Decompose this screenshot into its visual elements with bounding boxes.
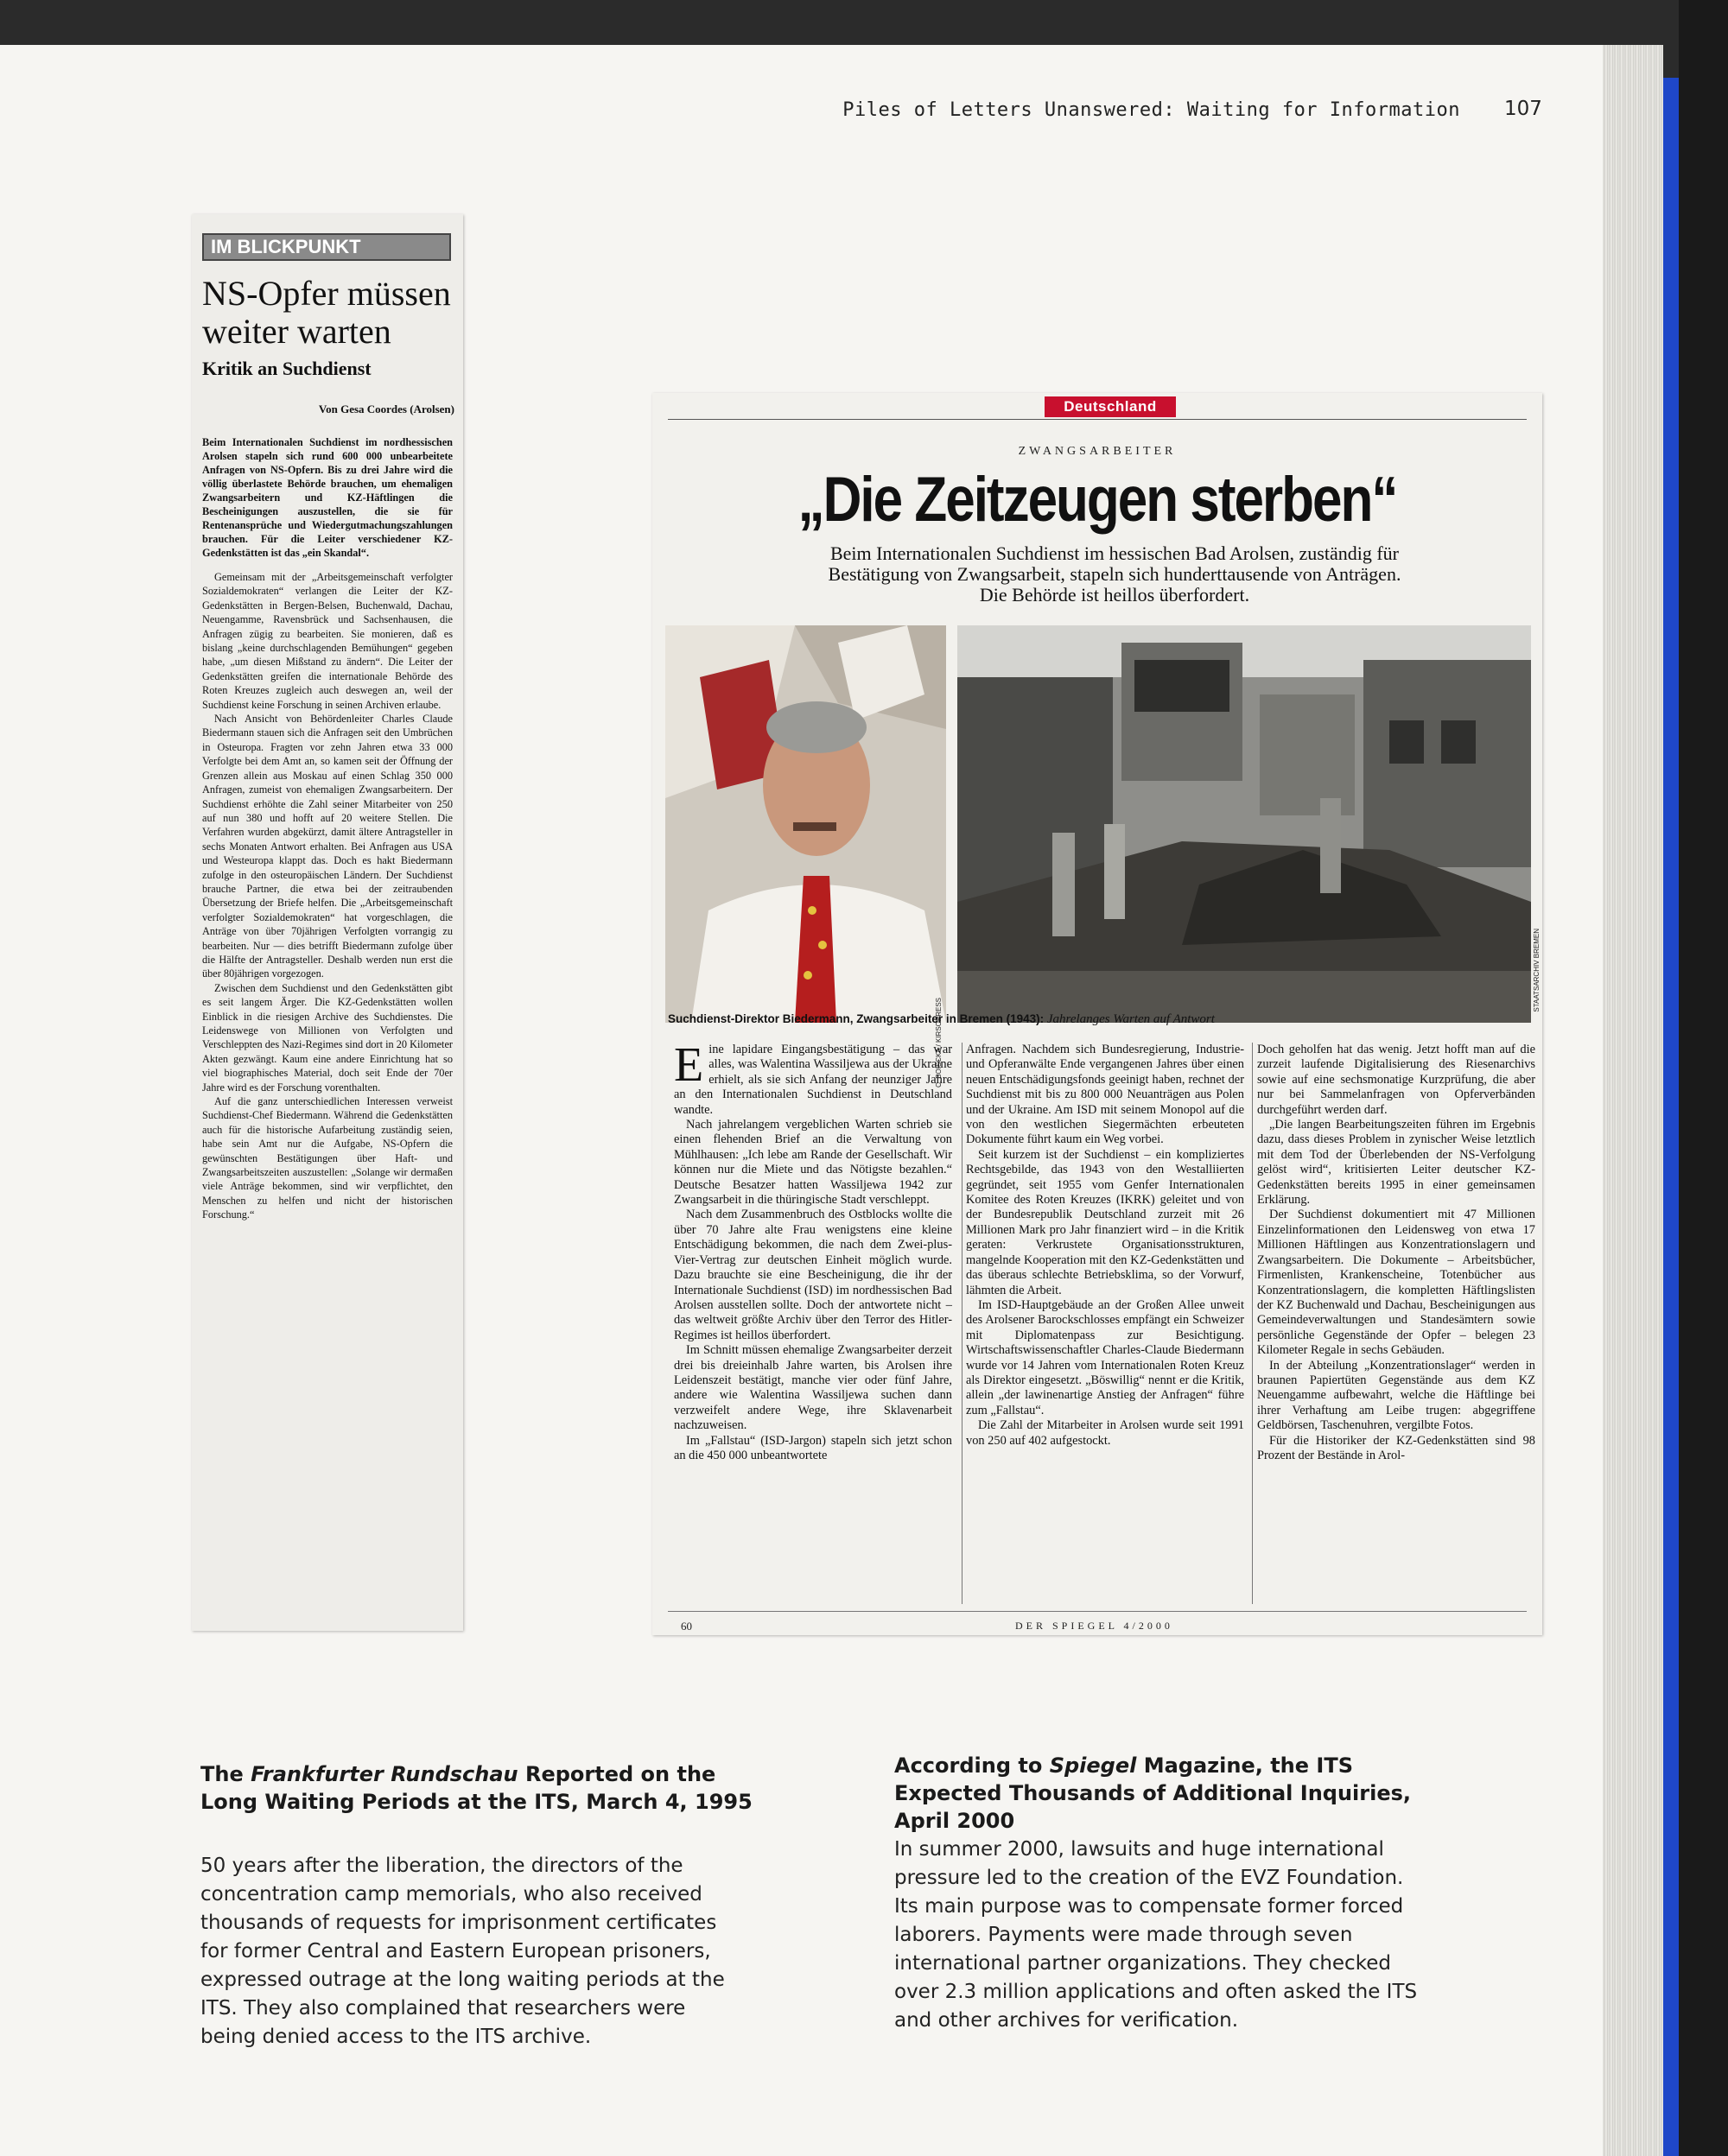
article-deck: Beim Internationalen Suchdienst im hessischen Bad Arolsen, zuständig für Bestätigung von Zwangsarbeit, stapeln sich hunderttausende von Anträgen. Die Behörde ist heillos überfordert. — [828, 542, 1401, 606]
article-paragraph: Seit kurzem ist der Suchdienst – ein kompliziertes Rechtsgebilde, das 1943 von den Westalliierten gegründet, seit 1955 vom Genfer Internationalen Komitee des Roten Kreuzes (IKRK) geleitet und von der Bundesrepublik Deutschland zurzeit mit 26 Millionen Mark pro Jahr finanziert wird – in die Kritik geraten: Verkrustete Organisationsstrukturen, mangelnde Kooperation mit den KZ-Gedenkstätten und das überaus schlechte Betriebsklima, so der Vorwurf, lähmten die Arbeit. — [966, 1147, 1244, 1297]
article-paragraph: Im „Fallstau“ (ISD-Jargon) stapeln sich jetzt schon an die 450 000 unbeantwortete — [674, 1433, 952, 1462]
rule — [668, 419, 1527, 420]
article-kicker: ZWANGSARBEITER — [1018, 445, 1177, 458]
caption-title-right — [894, 1752, 1447, 1835]
caption-italic: Jahrelanges Warten auf Antwort — [1046, 1012, 1215, 1026]
caption-title-text: The — [200, 1762, 251, 1786]
page-number: 107 — [1504, 98, 1542, 120]
caption-body-right: In summer 2000, lawsuits and huge international pressure led to the creation of the EVZ Foundation. Its main purpose was to compensate former forced laborers. Payments were made through seven international partner organizations. They checked over 2.3 million applications and often asked the ITS and other archives for verification. — [894, 1838, 1418, 2032]
clipping-subheadline: Kritik an Suchdienst — [202, 358, 372, 379]
article-paragraph: Doch geholfen hat das wenig. Jetzt hofft man auf die zurzeit laufende Digitalisierung des Riesenarchivs sowie auf eine sechsmonatige Kurzprüfung, die aber nur bei Sammelanfragen von Opferverbänden durchgeführt werden darf. — [1257, 1043, 1535, 1117]
clipping-byline: Von Gesa Coordes (Arolsen) — [318, 403, 454, 415]
caption-title-text: Reported on the Long Waiting Periods at the ITS, March 4, 1995 — [200, 1762, 753, 1814]
background — [1679, 0, 1728, 2156]
photo-credit: STAATSARCHIV BREMEN — [1533, 929, 1541, 1012]
folio: 60 — [681, 1620, 692, 1633]
article-column-3 — [1257, 1043, 1535, 1463]
clipping-paragraph: Nach Ansicht von Behördenleiter Charles Claude Biedermann stauen sich die Anfragen seit den Umbrüchen in Osteuropa. Fragten vor zehn Jahren etwa 33 000 Verfolgte bei dem Amt an, so kamen seit der Öffnung der Grenzen allein aus Moskau auf einen Schlag 350 000 Anfragen, zumeist von ehemaligen Zwangsarbeitern. Der Suchdienst erhöhte die Zahl seiner Mitarbeiter von 250 auf nun 380 und hofft auf 20 weitere Stellen. Die Verfahren wurden abgekürzt, damit ältere Antragsteller in sechs Monaten Antwort erhalten. Bei Anfragen aus USA und Westeuropa klappt das. Doch es hakt Biedermann zufolge in den osteuropäischen Ländern. Der Suchdienst brauche Partner, die etwa bei der zeitraubenden Übersetzung der Briefe helfen. Die „Arbeitsgemeinschaft verfolgter Sozialdemokraten“ hat vorgeschlagen, die Anträge von über 70jährigen Verfolgten vorrangig zu bearbeiten. Nur — dies betrifft Biedermann zufolge über die Hälfte der Antragsteller. Deshalb werden nun erst die über 80jährigen vorgezogen. — [202, 713, 453, 980]
article-paragraph: Der Suchdienst dokumentiert mit 47 Millionen Einzelinformationen den Leidensweg von etwa 17 Millionen Häftlingen aus Konzentrationslagern und Zwangsarbeitern. Die Dokumente – Arbeitsbücher, Firmenlisten, Krankenscheine, Totenbücher aus Konzentrationslagern, die kompletten Häftlingslisten der KZ Buchenwald und Dachau, Bescheinigungen aus Gemeindeverwaltungen und Standesämtern sowie persönliche Gegenstände der Opfer – belegen 23 Kilometer Regale in sechs Gebäuden. — [1257, 1208, 1535, 1358]
clipping-paragraph: Auf die ganz unterschiedlichen Interessen verweist Suchdienst-Chef Biedermann. Während die Gedenkstätten auch für die historische Aufarbeitung zuständig seien, habe sein Amt nur die Aufgabe, NS-Opfern die gewünschten Bestätigungen über Haft- und Zwangsarbeitszeiten auszustellen: „Solange wir dermaßen viele Anträge bekommen, sind wir verpflichtet, den Menschen zu helfen und nicht der historischen Forschung.“ — [202, 1095, 453, 1221]
forced-labor-photo — [957, 625, 1531, 1023]
caption-title-text: Magazine, the ITS Expected Thousands of Additional Inquiries, April 2000 — [894, 1753, 1412, 1833]
article-paragraph: Nach jahrelangem vergeblichen Warten schrieb sie einen flehenden Brief an die Verwaltung von Mühlhausen: „Ich lebe am Rande der Gesellschaft. Wir können nur die Miete und das Nötigste bezahlen.“ Deutsche Besatzer hatten Wassiljewa 1942 zur Zwangsarbeit in die thüringische Stadt verschleppt. — [674, 1118, 952, 1208]
clipping-paragraph: Gemeinsam mit der „Arbeitsgemeinschaft verfolgter Sozialdemokraten“ verlangen die Leiter der KZ-Gedenkstätten in Bergen-Belsen, Buchenwald, Dachau, Neuengamme, Ravensbrück und Sachsenhausen, die Anfragen zügig zu bearbeiten. Sie monieren, daß es bislang „keine durchschlagenden Bemühungen“ gegeben habe, „um diesen Mißstand zu ändern“. Die Leiter der Gedenkstätten greifen die internationale Behörde des Roten Kreuzes zugleich auch deswegen an, weil der Suchdienst keine Forschung in seinen Archiven erlaube. — [202, 571, 453, 711]
portrait-photo — [665, 625, 946, 1023]
caption-body-left: 50 years after the liberation, the directors of the concentration camp memorials, who also received thousands of requests for imprisonment certificates for former Central and Eastern European prisoners, expressed outrage at the long waiting periods at the ITS. They also complained that researchers were being denied access to the ITS archive. — [200, 1855, 725, 2048]
drop-cap: E — [674, 1038, 704, 1092]
caption-title-text: According to — [894, 1753, 1050, 1778]
spiegel-clipping — [652, 393, 1542, 1635]
column-divider — [1252, 1043, 1253, 1604]
article-headline: „Die Zeitzeugen sterben“ — [797, 465, 1397, 536]
running-header: Piles of Letters Unanswered: Waiting for Information — [842, 99, 1460, 121]
article-paragraph: Im ISD-Hauptgebäude an der Großen Allee unweit des Arolsener Barockschlosses empfängt ein Schweizer mit Diplomatenpass zur Besichtigung. Wirtschaftswissenschaftler Charles-Claude Biedermann wurde vor 14 Jahren vom Internationalen Roten Kreuz als Direktor eingesetzt. „Böswillig“ nennt er die Kritik, allein „der lawinenartige Anstieg der Anfragen“ führe zum „Fallstau“. — [966, 1297, 1244, 1417]
kicker-label: IM BLICKPUNKT — [202, 233, 451, 261]
caption-bold: Suchdienst-Direktor Biedermann, Zwangsarbeiter in Bremen (1943): — [668, 1012, 1045, 1025]
photo-caption — [668, 1012, 1532, 1027]
article-paragraph: Im Schnitt müssen ehemalige Zwangsarbeiter derzeit drei bis dreieinhalb Jahre warten, bis Arolsen ihre Leidenszeit bestätigt, manche vier oder fünf Jahre, andere wie Walentina Wassiljewa suchen dann verzweifelt andere Wege, ihre Sklavenarbeit nachzuweisen. — [674, 1343, 952, 1433]
article-column-2 — [966, 1043, 1244, 1449]
magazine-line: DER SPIEGEL 4/2000 — [1015, 1620, 1173, 1632]
clipping-headline: NS-Opfer müssen weiter warten — [202, 274, 451, 351]
article-paragraph: Für die Historiker der KZ-Gedenkstätten sind 98 Prozent der Bestände in Arol- — [1257, 1433, 1535, 1462]
clipping-paragraph: Zwischen dem Suchdienst und den Gedenkstätten gibt es seit langem Ärger. Die KZ-Gedenkstätten wollen Einblick in die riesigen Archive des Suchdienstes. Die Leidenswege von Millionen von Verfolgten und Verschleppten des Nazi-Regimes sind dort in 20 Kilometer Akten gezwängt. Kaum eine andere Einrichtung hat so viel biographisches Material, doch seit Ende der 70er Jahre wird es der Forschung vorenthalten. — [202, 981, 453, 1094]
article-paragraph: Die Zahl der Mitarbeiter in Arolsen wurde seit 1991 von 250 auf 402 aufgestockt. — [966, 1418, 1244, 1448]
rule — [668, 1611, 1527, 1612]
page-stack-edge — [1603, 45, 1663, 2156]
article-column-1 — [674, 1038, 952, 1463]
caption-title-italic: Frankfurter Rundschau — [251, 1762, 518, 1786]
caption-title-italic: Spiegel — [1049, 1753, 1137, 1778]
frankfurter-rundschau-clipping — [192, 214, 463, 1631]
clipping-lead: Beim Internationalen Suchdienst im nordhessischen Arolsen stapeln sich rund 600 000 unbearbeitete Anfragen von NS-Opfern. Bis zu drei Jahre wird die völlig überlastete Behörde brauchen, um ehemaligen Zwangsarbeitern und KZ-Häftlingen die Bescheinigungen auszustellen, die sie für Rentenansprüche und Wiedergutmachungszahlungen brauchen. Für die Leiter verschiedener KZ-Gedenkstätten ist das „ein Skandal“. — [202, 436, 453, 559]
article-paragraph: In der Abteilung „Konzentrationslager“ werden in braunen Papiertüten Gegenstände aus dem KZ Neuengamme aufbewahrt, welche die Häftlinge bei ihrer Verhaftung am Leibe trugen: abgegriffene Geldbörsen, Taschenuhren, vergilbte Fotos. — [1257, 1358, 1535, 1433]
photo-credit: C. BOISCKA / KIRSOPRESS — [935, 998, 943, 1088]
article-paragraph: ine lapidare Eingangsbestätigung – das war alles, was Walentina Wassiljewa aus der Ukraine erhielt, als sie sich Anfang der neunziger Jahre an den Internationalen Suchdienst in Deutschland wandte. — [674, 1043, 952, 1117]
article-paragraph: „Die langen Bearbeitungszeiten führen im Ergebnis dazu, dass dieses Problem in zynischer Weise letztlich mit dem Tod der Überlebenden der NS-Verfolgung gelöst wird“, kritisierten Leiter deutscher KZ-Gedenkstätten bereits 1995 in einer gemeinsamen Erklärung. — [1257, 1118, 1535, 1208]
caption-title-left — [200, 1760, 753, 1816]
article-paragraph: Anfragen. Nachdem sich Bundesregierung, Industrie- und Opferanwälte Ende vergangenen Jahres über einen neuen Entschädigungsfonds geeinigt haben, rechnet der Suchdienst mit bis zu 800 000 Neuanträgen aus Polen und der Ukraine. Am ISD mit seinem Monopol auf die von den westlichen Siegermächten erbeuteten Dokumente führt kaum ein Weg vorbei. — [966, 1043, 1244, 1147]
book-cover-edge — [1663, 78, 1679, 2156]
clipping-body — [202, 570, 453, 1222]
section-label: Deutschland — [1045, 396, 1176, 417]
article-paragraph: Nach dem Zusammenbruch des Ostblocks wollte die über 70 Jahre alte Frau wenigstens eine kleine Entschädigung bekommen, die nach dem Zwei-plus-Vier-Vertrag zur deutschen Einheit möglich wurde. Dazu brauchte sie eine Bescheinigung, die ihr der Internationale Suchdienst (ISD) im nordhessischen Bad Arolsen ausstellen sollte. Doch der antwortete nicht – das weltweit größte Archiv über den Terror des Hitler-Regimes ist heillos überfordert. — [674, 1208, 952, 1342]
